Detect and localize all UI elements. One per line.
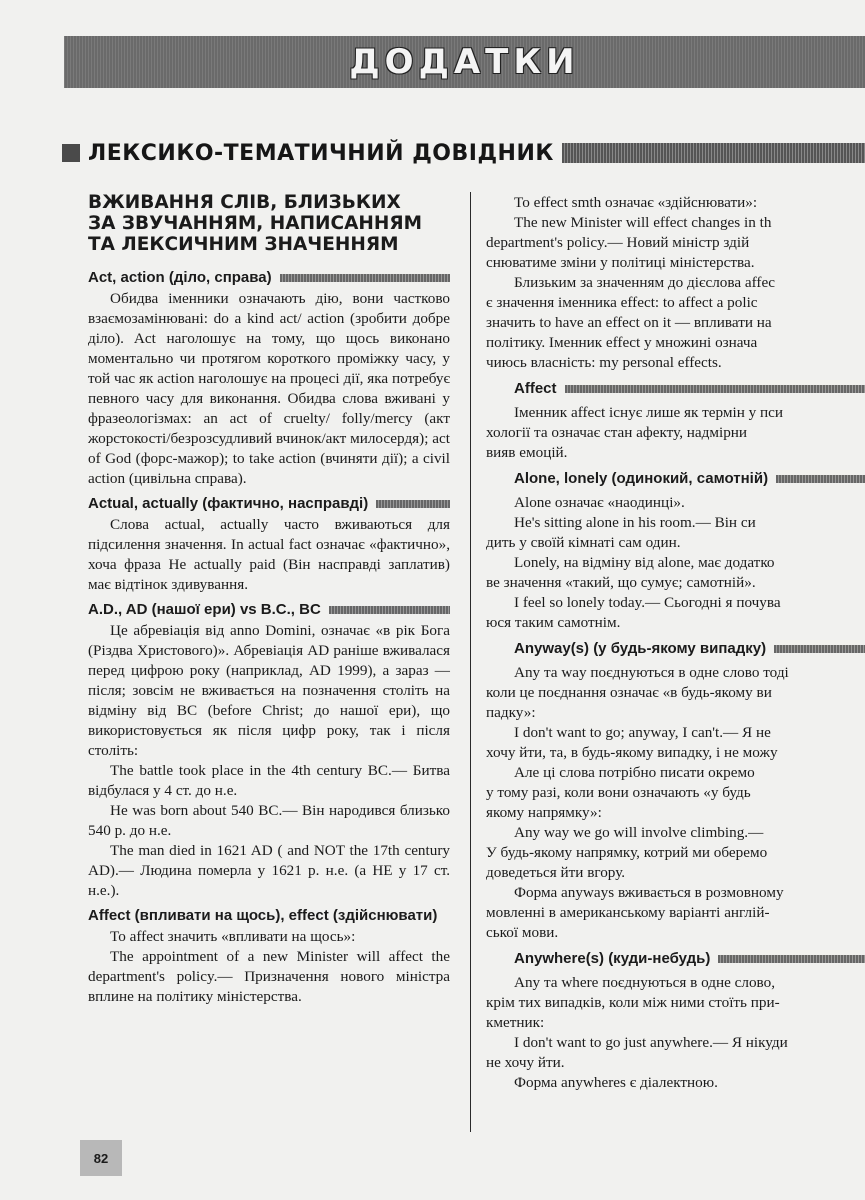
text-block	[486, 193, 865, 373]
text-line: He's sitting alone in his room.— Він си	[514, 514, 756, 531]
section-header	[62, 138, 865, 168]
entry-heading-text: Actual, actually (фактично, насправді)	[88, 495, 369, 512]
text-line: ве значення «такий, що сумує; самотній».	[486, 574, 756, 591]
entry-heading-text: Act, action (діло, справа)	[88, 269, 272, 286]
text-line: хочу йти, та, в будь-якому випадку, і не можу	[486, 744, 778, 761]
text-line: I don't want to go; anyway, I can't.— Я не	[514, 724, 771, 741]
entry-text: Обидва іменники означають дію, вони частково взаємозамінювані: do a kind act/ action (зробити добре діло). Act наголошує на тому, що щось виконано моментально чи протягом короткого проміжку часу, у той час як action наголошує на процесі дії, яка потребує певного часу для виконання. Обидва слова вживані у фразеологізмах: an act of cruelty/ folly/mercy (акт жорстокості/безрозсудливий вчинок/акт милосердя); act of God (форс-мажор); to take action (вчиняти дії); a civil action (цивільна справа).	[88, 290, 450, 487]
entry-heading-actual	[88, 495, 450, 512]
text-line: Іменник affect існує лише як термін у пси	[514, 404, 784, 421]
text-line: мовленні в американському варіанті англій-	[486, 904, 770, 921]
column-divider	[470, 192, 471, 1132]
text-line: значить to have an effect on it — впливати на	[486, 314, 772, 331]
text-line: крім тих випадків, коли між ними стоїть при-	[486, 994, 780, 1011]
entry-heading-text: Anyway(s) (у будь-якому випадку)	[514, 640, 767, 657]
entry-text: Слова actual, actually часто вживаються для підсилення значення. In actual fact означає «фактично», хоча фраза He actually paid (Він насправді заплатив) має відтінок здивування.	[88, 516, 450, 593]
entry-heading-text: A.D., AD (нашої ери) vs B.C., BC	[88, 601, 321, 618]
text-line: У будь-якому напрямку, котрий ми оберемо	[486, 844, 768, 861]
text-line: коли це поєднання означає «в будь-якому ви	[486, 684, 772, 701]
text-line: доведеться йти вгору.	[486, 864, 626, 881]
text-line: вияв емоцій.	[486, 444, 568, 461]
heading-bar	[774, 645, 865, 653]
entry-heading-affect	[514, 380, 865, 397]
example-text: The man died in 1621 AD ( and NOT the 17th century AD).— Людина померла у 1621 р. н.е. (а НЕ у 17 ст. н.е.).	[88, 842, 450, 899]
banner-title: ДОДАТКИ	[349, 42, 580, 82]
chapter-title-line: ТА ЛЕКСИЧНИМ ЗНАЧЕННЯМ	[88, 234, 399, 255]
text-line: I feel so lonely today.— Сьогодні я почува	[514, 594, 781, 611]
text-line: Lonely, на відміну від alone, має додатко	[514, 554, 775, 571]
section-square-icon	[62, 144, 80, 162]
entry-heading-anyway	[514, 640, 865, 657]
text-line: Alone означає «наодинці».	[514, 494, 685, 511]
text-line: чиюсь власність: my personal effects.	[486, 354, 722, 371]
text-line: є значення іменника effect: to affect a polic	[486, 294, 758, 311]
text-line: ської мови.	[486, 924, 559, 941]
text-line: не хочу йти.	[486, 1054, 565, 1071]
text-line: Близьким за значенням до дієслова affec	[514, 274, 775, 291]
entry-heading-affect-effect	[88, 907, 450, 924]
entry-heading-ad	[88, 601, 450, 618]
entry-heading-text: Affect	[514, 380, 557, 397]
page-number	[80, 1140, 122, 1176]
entry-heading-anywhere	[514, 950, 865, 967]
text-line: у тому разі, коли вони означають «у будь	[486, 784, 751, 801]
entry-text: To affect значить «впливати на щось»:	[110, 928, 356, 945]
heading-bar	[565, 385, 865, 393]
page-number-text: 82	[93, 1150, 109, 1166]
text-line: To effect smth означає «здійснювати»:	[514, 194, 758, 211]
section-rule	[562, 143, 865, 163]
text-block	[486, 493, 865, 633]
entry-heading-text: Affect (впливати на щось), effect (здійснювати)	[88, 907, 438, 924]
text-line: Any та way поєднуються в одне слово тоді	[514, 664, 789, 681]
text-line: Any та where поєднуються в одне слово,	[514, 974, 776, 991]
heading-bar	[280, 274, 450, 282]
text-block	[486, 663, 865, 943]
text-line: department's policy.— Новий міністр здій	[486, 234, 750, 251]
text-line: політику. Іменник effect у множині означа	[486, 334, 758, 351]
text-line: The new Minister will effect changes in th	[514, 214, 772, 231]
heading-bar	[718, 955, 865, 963]
text-block	[486, 973, 865, 1093]
text-line: кметник:	[486, 1014, 545, 1031]
heading-bar	[776, 475, 865, 483]
text-line: Форма anyways вживається в розмовному	[514, 884, 784, 901]
right-column	[486, 193, 865, 1093]
appendix-banner	[64, 36, 865, 88]
text-line: хології та означає стан афекту, надмірни	[486, 424, 748, 441]
chapter-title-line: ЗА ЗВУЧАННЯМ, НАПИСАННЯМ	[88, 213, 423, 234]
text-line: Форма anywheres є діалектною.	[514, 1074, 718, 1091]
text-line: юся таким самотнім.	[486, 614, 621, 631]
entry-heading-act	[88, 269, 450, 286]
heading-bar	[329, 606, 450, 614]
text-line: якому напрямку»:	[486, 804, 602, 821]
entry-heading-text: Anywhere(s) (куди-небудь)	[514, 950, 711, 967]
text-line: I don't want to go just anywhere.— Я нікуди	[514, 1034, 788, 1051]
chapter-title-line: ВЖИВАННЯ СЛІВ, БЛИЗЬКИХ	[88, 192, 401, 213]
text-block	[486, 403, 865, 463]
chapter-title	[88, 192, 450, 255]
example-text: The appointment of a new Minister will affect the department's policy.— Призначення нового міністра вплине на політику міністерства.	[88, 948, 450, 1005]
example-text: The battle took place in the 4th century BC.— Битва відбулася у 4 ст. до н.е.	[88, 762, 450, 799]
entry-heading-alone	[514, 470, 865, 487]
text-line: падку»:	[486, 704, 536, 721]
section-title: ЛЕКСИКО-ТЕМАТИЧНИЙ ДОВІДНИК	[88, 140, 554, 166]
text-line: Але ці слова потрібно писати окремо	[514, 764, 755, 781]
text-line: снюватиме зміни у політиці міністерства.	[486, 254, 755, 271]
entry-heading-text: Alone, lonely (одинокий, самотній)	[514, 470, 769, 487]
heading-bar	[376, 500, 450, 508]
example-text: He was born about 540 BC.— Він народився близько 540 р. до н.е.	[88, 802, 450, 839]
left-column	[88, 192, 450, 1007]
text-line: дить у своїй кімнаті сам один.	[486, 534, 681, 551]
text-line: Any way we go will involve climbing.—	[514, 824, 764, 841]
entry-text: Це абревіація від anno Domini, означає «в рік Бога (Різдва Христового)». Абревіація AD раніше вживалася перед цифрою року (наприклад, AD 1999), а зараз — після; зовсім не вживається на позначення століть на відміну від BC (before Christ; до нашої ери), що використовується як після цифр року, так і після століть:	[88, 622, 450, 759]
